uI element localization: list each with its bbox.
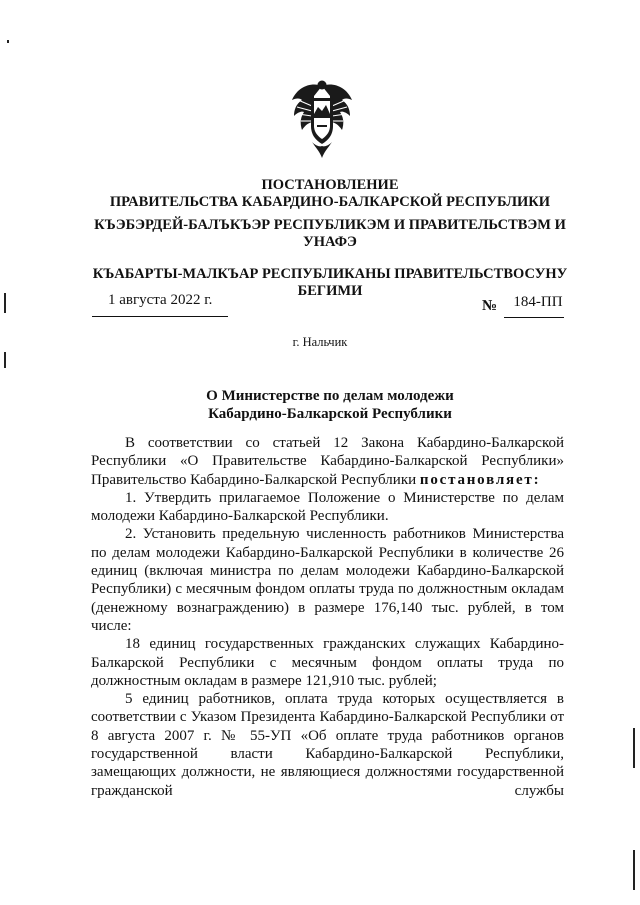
item-2-paragraph: 2. Установить предельную численность работников Министерства по делам молодежи Кабардино-Балкарской Республики в количестве 26 единиц (включая министра по делам молодежи Кабардино-Балкарской Республики) с месячным фондом оплаты труда по должностным окладам (денежному вознаграждению) в размере 176,140 тыс. рублей, в том числе: (91, 526, 564, 634)
document-date: 1 августа 2022 г. (108, 292, 213, 308)
item-2b-paragraph: 5 единиц работников, оплата труда которых осуществляется в соответствии с Указом Президента Кабардино-Балкарской Республики от 8 августа 2007 г. № 55-УП «Об оплате труда работников органов государственной власти Кабардино-Балкарской Республики, замещающих должности, не являющиеся должностями государственной гражданской службы (91, 691, 564, 799)
coat-of-arms-emblem (290, 76, 354, 160)
government-name-ru: ПРАВИТЕЛЬСТВА КАБАРДИНО-БАЛКАРСКОЙ РЕСПУБЛИКИ (109, 194, 551, 210)
number-label: № (482, 298, 498, 314)
decrees-word: постановляет (419, 471, 534, 488)
date-underline (92, 316, 228, 317)
intro-text: В соответствии со статьей 12 Закона Кабардино-Балкарской Республики «О Правительстве Кабардино-Балкарской Республики» Правительство Кабардино-Балкарской Республики (91, 435, 564, 488)
document-header (90, 177, 570, 211)
title-line-2: Кабардино-Балкарской Республики (208, 406, 452, 422)
government-name-kbd: КЪЭБЭРДЕЙ-БАЛЪКЪЭР РЕСПУБЛИКЭМ И ПРАВИТЕЛЬСТВЭМ И УНАФЭ (94, 217, 566, 250)
document-body (91, 434, 564, 800)
scan-mark (7, 40, 9, 43)
scan-mark (4, 352, 6, 368)
item-2a-paragraph: 18 единиц государственных гражданских служащих Кабардино-Балкарской Республики с месячным фондом оплаты труда по должностным окладам в размере 121,910 тыс. рублей; (91, 636, 564, 689)
document-title (120, 387, 540, 423)
scan-mark (4, 293, 6, 313)
intro-paragraph (91, 434, 564, 489)
city-name: г. Нальчик (292, 335, 348, 349)
number-underline (504, 317, 564, 318)
document-type: ПОСТАНОВЛЕНИЕ (261, 177, 399, 193)
decrees-colon: : (533, 471, 539, 488)
document-number: 184-ПП (513, 294, 563, 310)
title-line-1: О Министерстве по делам молодежи (206, 388, 454, 404)
scan-mark (633, 850, 635, 890)
government-name-krc: КЪАБАРТЫ-МАЛКЪАР РЕСПУБЛИКАНЫ ПРАВИТЕЛЬСТВОСУНУ БЕГИМИ (92, 266, 568, 299)
item-1-paragraph: 1. Утвердить прилагаемое Положение о Министерстве по делам молодежи Кабардино-Балкарской Республики. (91, 489, 564, 525)
scan-mark (633, 728, 635, 768)
